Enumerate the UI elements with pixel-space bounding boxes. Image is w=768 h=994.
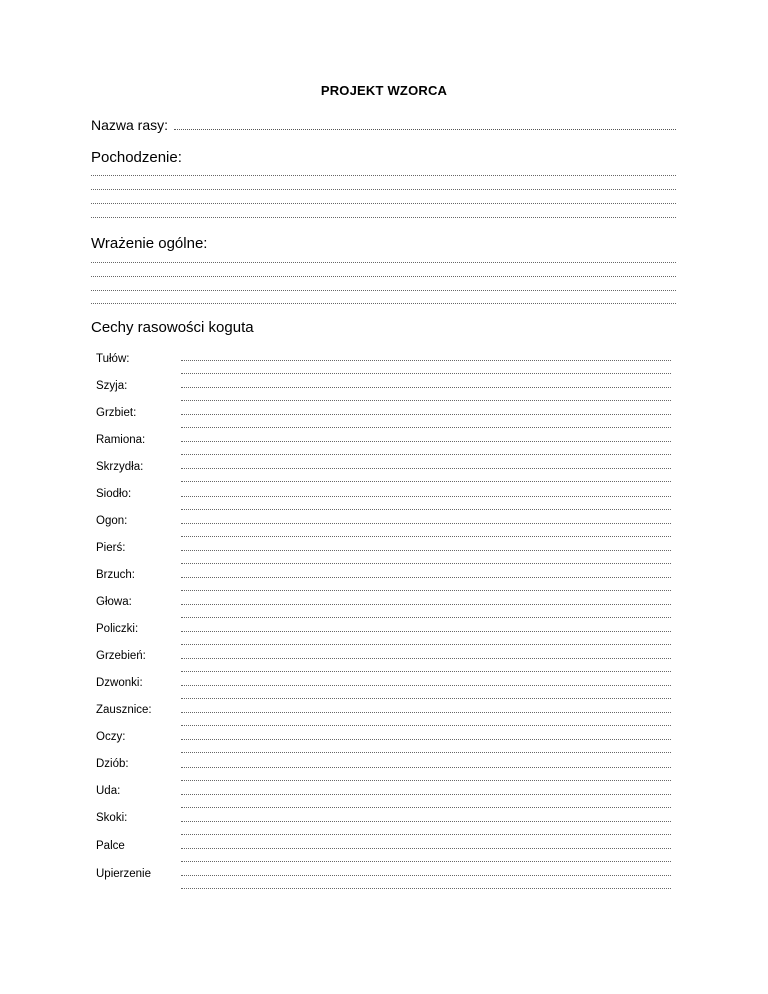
attribute-label: Pierś:: [96, 542, 126, 554]
impression-line[interactable]: [91, 276, 676, 277]
attribute-write-line[interactable]: [181, 481, 671, 482]
attribute-write-line[interactable]: [181, 496, 671, 497]
attribute-write-line[interactable]: [181, 821, 671, 822]
attribute-write-line[interactable]: [181, 644, 671, 645]
attribute-write-line[interactable]: [181, 590, 671, 591]
attribute-write-line[interactable]: [181, 807, 671, 808]
attribute-write-line[interactable]: [181, 658, 671, 659]
attribute-write-line[interactable]: [181, 550, 671, 551]
attribute-write-line[interactable]: [181, 752, 671, 753]
attribute-label: Uda:: [96, 785, 121, 797]
attribute-write-line[interactable]: [181, 468, 671, 469]
attribute-label: Skrzydła:: [96, 461, 144, 473]
attribute-label: Palce: [96, 840, 125, 852]
impression-line[interactable]: [91, 303, 676, 304]
attribute-label: Dziób:: [96, 758, 129, 770]
breed-name-dotted-line[interactable]: [174, 129, 676, 130]
attribute-write-line[interactable]: [181, 834, 671, 835]
attribute-write-line[interactable]: [181, 767, 671, 768]
attribute-write-line[interactable]: [181, 563, 671, 564]
attribute-write-line[interactable]: [181, 794, 671, 795]
attribute-label: Głowa:: [96, 596, 132, 608]
attribute-write-line[interactable]: [181, 373, 671, 374]
attribute-write-line[interactable]: [181, 441, 671, 442]
attribute-label: Upierzenie: [96, 868, 151, 880]
attribute-write-line[interactable]: [181, 685, 671, 686]
attribute-write-line[interactable]: [181, 414, 671, 415]
attribute-write-line[interactable]: [181, 387, 671, 388]
attribute-label: Siodło:: [96, 488, 132, 500]
attribute-write-line[interactable]: [181, 454, 671, 455]
breed-name-label: Nazwa rasy:: [91, 117, 169, 133]
impression-line[interactable]: [91, 262, 676, 263]
attribute-write-line[interactable]: [181, 536, 671, 537]
general-impression-heading: Wrażenie ogólne:: [91, 235, 208, 252]
attribute-label: Ramiona:: [96, 434, 146, 446]
attribute-label: Dzwonki:: [96, 677, 143, 689]
attribute-label: Tułów:: [96, 353, 130, 365]
origin-line[interactable]: [91, 189, 676, 190]
page-title: PROJEKT WZORCA: [320, 83, 448, 98]
attribute-label: Szyja:: [96, 380, 128, 392]
attribute-label: Ogon:: [96, 515, 128, 527]
attribute-write-line[interactable]: [181, 671, 671, 672]
origin-line[interactable]: [91, 203, 676, 204]
attribute-write-line[interactable]: [181, 780, 671, 781]
attribute-label: Grzbiet:: [96, 407, 137, 419]
attribute-write-line[interactable]: [181, 400, 671, 401]
attribute-write-line[interactable]: [181, 848, 671, 849]
breed-name-field[interactable]: [91, 117, 676, 133]
attribute-write-line[interactable]: [181, 523, 671, 524]
attribute-label: Oczy:: [96, 731, 126, 743]
attribute-write-line[interactable]: [181, 725, 671, 726]
attribute-label: Brzuch:: [96, 569, 135, 581]
origin-heading: Pochodzenie:: [91, 149, 182, 166]
attribute-write-line[interactable]: [181, 888, 671, 889]
attribute-label: Grzebień:: [96, 650, 146, 662]
attribute-write-line[interactable]: [181, 739, 671, 740]
attribute-write-line[interactable]: [181, 712, 671, 713]
attribute-write-line[interactable]: [181, 631, 671, 632]
origin-line[interactable]: [91, 175, 676, 176]
attribute-write-line[interactable]: [181, 360, 671, 361]
impression-line[interactable]: [91, 290, 676, 291]
attribute-label: Policzki:: [96, 623, 139, 635]
attribute-label: Skoki:: [96, 812, 128, 824]
attribute-write-line[interactable]: [181, 875, 671, 876]
origin-line[interactable]: [91, 217, 676, 218]
rooster-traits-heading: Cechy rasowości koguta: [91, 319, 254, 336]
attribute-write-line[interactable]: [181, 617, 671, 618]
attribute-write-line[interactable]: [181, 604, 671, 605]
attribute-write-line[interactable]: [181, 861, 671, 862]
attribute-label: Zausznice:: [96, 704, 152, 716]
attribute-write-line[interactable]: [181, 698, 671, 699]
attribute-write-line[interactable]: [181, 577, 671, 578]
attribute-write-line[interactable]: [181, 509, 671, 510]
attribute-write-line[interactable]: [181, 427, 671, 428]
